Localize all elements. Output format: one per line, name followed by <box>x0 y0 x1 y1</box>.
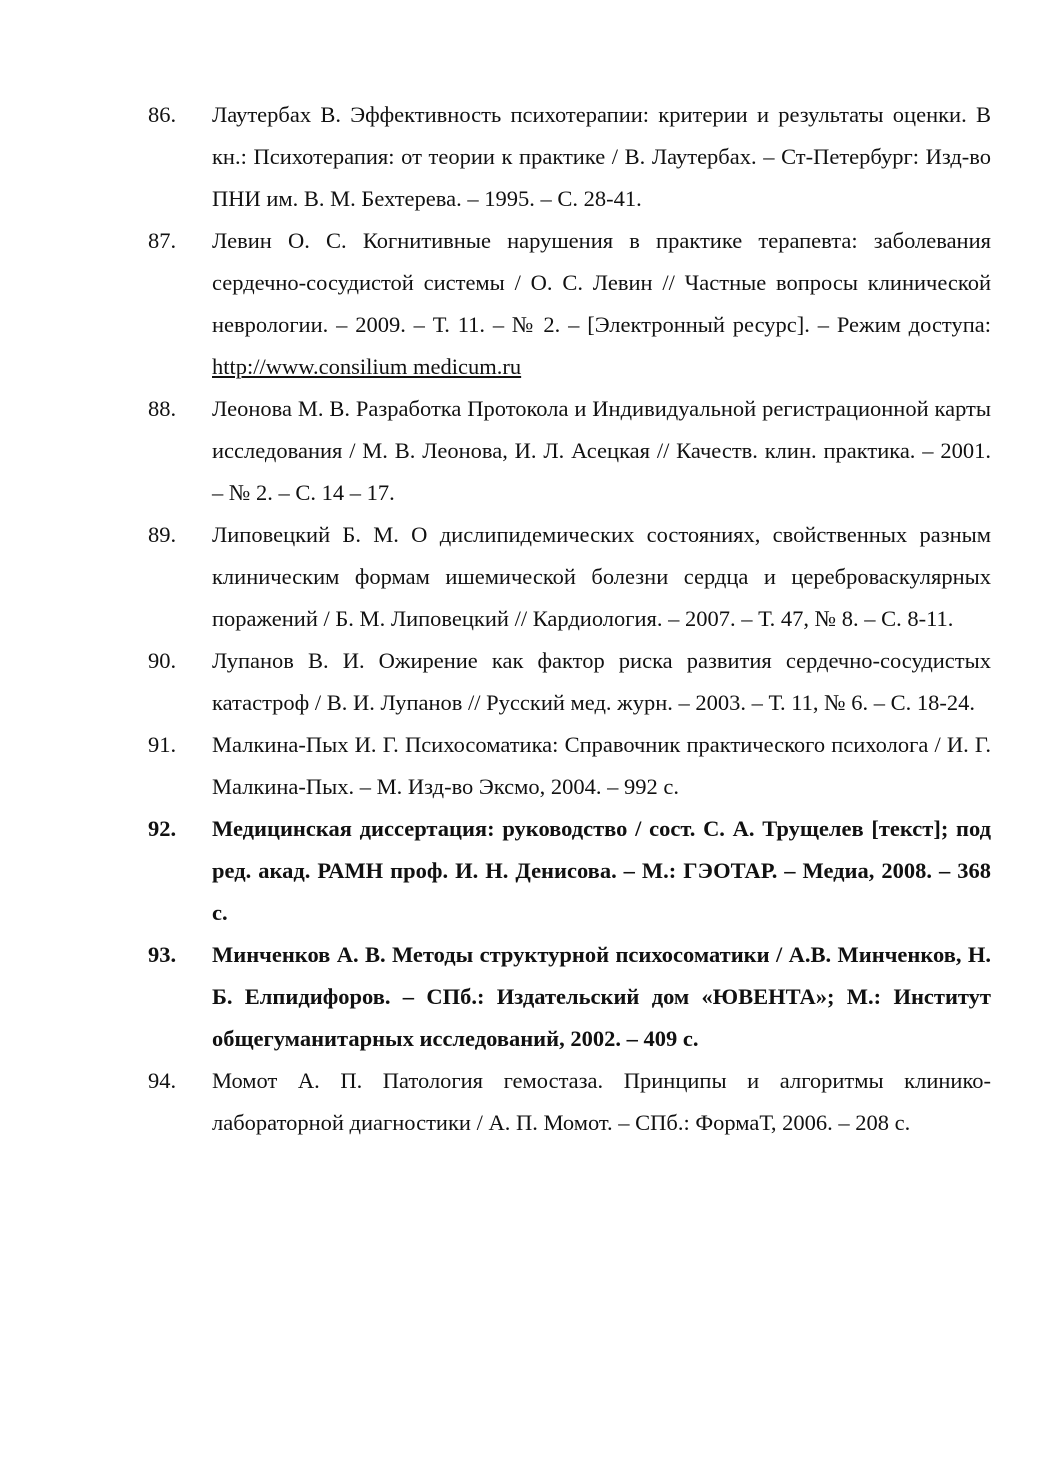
reference-item-90 <box>0 640 1041 724</box>
reference-number: 87. <box>148 228 177 253</box>
reference-item-93 <box>0 934 1041 1060</box>
reference-number: 92. <box>148 816 177 841</box>
reference-item-94 <box>0 1060 1041 1144</box>
reference-number: 86. <box>148 102 177 127</box>
reference-number: 89. <box>148 522 177 547</box>
reference-text: Левин О. С. Когнитивные нарушения в практике терапевта: заболевания сердечно-сосудистой системы / О. С. Левин // Частные вопросы клинической неврологии. – 2009. – Т. 11. – № 2. – [Электронный ресурс]. – Режим доступа: <box>212 228 991 337</box>
reference-number: 93. <box>148 942 177 967</box>
reference-item-89 <box>0 514 1041 640</box>
reference-item-92 <box>0 808 1041 934</box>
reference-text: Минченков А. В. Методы структурной психосоматики / А.В. Минченков, Н. Б. Елпидифоров. – СПб.: Издательский дом «ЮВЕНТА»; М.: Институт общегуманитарных исследований, 2002. – 409 с. <box>212 942 991 1051</box>
reference-item-88 <box>0 388 1041 514</box>
reference-number: 94. <box>148 1068 177 1093</box>
reference-item-91 <box>0 724 1041 808</box>
reference-number: 88. <box>148 396 177 421</box>
reference-text: Лупанов В. И. Ожирение как фактор риска развития сердечно-сосудистых катастроф / В. И. Лупанов // Русский мед. журн. – 2003. – Т. 11, № 6. – С. 18-24. <box>212 648 991 715</box>
reference-item-86 <box>0 94 1041 220</box>
reference-number: 90. <box>148 648 177 673</box>
reference-text: Медицинская диссертация: руководство / сост. С. А. Трущелев [текст]; под ред. акад. РАМН проф. И. Н. Денисова. – М.: ГЭОТАР. – Медиа, 2008. – 368 с. <box>212 816 991 925</box>
reference-list <box>0 94 1041 1144</box>
reference-link[interactable]: http://www.consilium medicum.ru <box>212 354 522 379</box>
reference-text: Малкина-Пых И. Г. Психосоматика: Справочник практического психолога / И. Г. Малкина-Пых. – М. Изд-во Эксмо, 2004. – 992 с. <box>212 732 991 799</box>
reference-text: Леонова М. В. Разработка Протокола и Индивидуальной регистрационной карты исследования / М. В. Леонова, И. Л. Асецкая // Качеств. клин. практика. – 2001. – № 2. – С. 14 – 17. <box>212 396 991 505</box>
reference-text: Лаутербах В. Эффективность психотерапии: критерии и результаты оценки. В кн.: Психотерапия: от теории к практике / В. Лаутербах. – Ст-Петербург: Изд-во ПНИ им. В. М. Бехтерева. – 1995. – С. 28-41. <box>212 102 991 211</box>
reference-text: Липовецкий Б. М. О дислипидемических состояниях, свойственных разным клиническим формам ишемической болезни сердца и цереброваскулярных поражений / Б. М. Липовецкий // Кардиология. – 2007. – Т. 47, № 8. – С. 8-11. <box>212 522 991 631</box>
reference-item-87 <box>0 220 1041 388</box>
reference-number: 91. <box>148 732 177 757</box>
reference-text: Момот А. П. Патология гемостаза. Принципы и алгоритмы клинико-лабораторной диагностики / А. П. Момот. – СПб.: ФормаТ, 2006. – 208 с. <box>212 1068 991 1135</box>
